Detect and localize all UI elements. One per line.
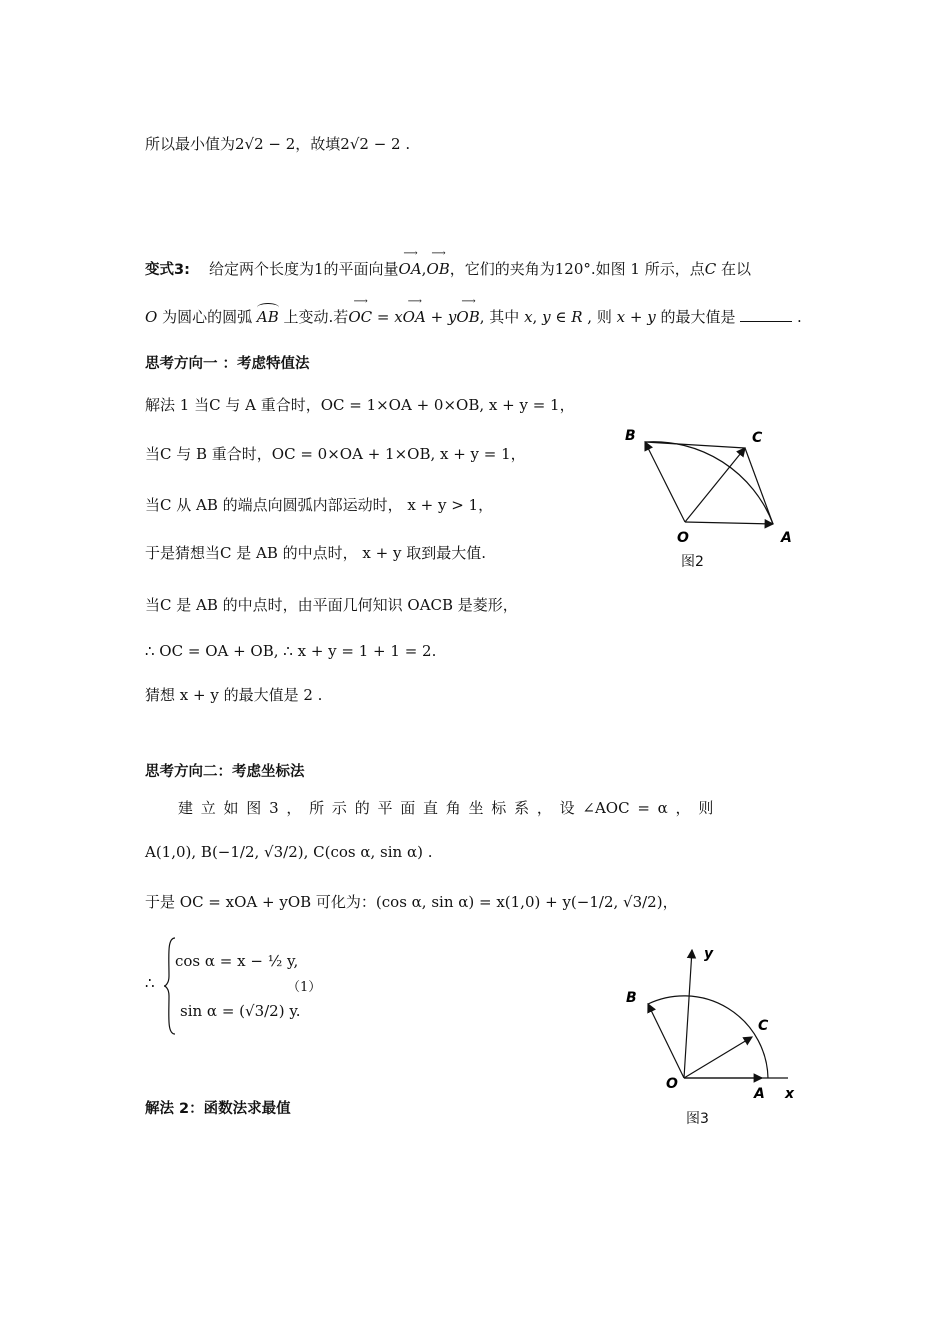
- variant-text-h: 的最大值是: [660, 308, 736, 326]
- variant-line-1: 变式3: 给定两个长度为1的平面向量⟶ OA,⟶ OB，它们的夹角为120°.如图 1 所示，点C 在以: [145, 258, 751, 279]
- fig3-label-y: y: [704, 946, 714, 962]
- variant-text-f: 其中: [489, 308, 520, 326]
- fig2-label-C: C: [752, 430, 763, 446]
- fig2-label-O: O: [677, 530, 689, 546]
- figure-2: [615, 420, 805, 550]
- d1-line-3: 当C 从 AB 的端点向圆弧内部运动时， x + y > 1，: [145, 496, 494, 514]
- fig2-vector-OC: [685, 448, 745, 522]
- fig3-caption: 图3: [686, 1111, 709, 1127]
- fig3-label-x: x: [785, 1086, 795, 1102]
- fig2-label-A: A: [781, 530, 792, 546]
- fig3-label-B: B: [626, 990, 637, 1006]
- variant-text-a: 给定两个长度为1的平面向量: [208, 260, 399, 278]
- answer-blank: [740, 308, 792, 322]
- fig2-segment-CA: [745, 448, 773, 524]
- d2-line-3: 于是 OC = xOA + yOB 可化为：(cos α, sin α) = x(1,0) + y(−1/2, √3/2)，: [145, 893, 678, 911]
- fig2-label-B: B: [625, 428, 636, 444]
- method2-heading: 解法 2：函数法求最值: [145, 1101, 291, 1117]
- fig2-vector-OA: [685, 522, 773, 524]
- fig2-vector-OB: [645, 442, 685, 522]
- fig2-segment-BC: [645, 442, 745, 448]
- therefore-sign: ∴: [145, 974, 155, 992]
- fig3-label-O: O: [666, 1076, 678, 1092]
- fig3-arc: [648, 996, 768, 1078]
- fig3-vector-OB: [648, 1004, 684, 1078]
- fig3-axis-y: [684, 950, 692, 1078]
- fig3-label-C: C: [758, 1018, 769, 1034]
- fig2-arc: [645, 442, 773, 524]
- d1-line-6: ∴ OC = OA + OB, ∴ x + y = 1 + 1 = 2.: [145, 642, 437, 660]
- direction2-heading: 思考方向二：考虑坐标法: [145, 764, 305, 780]
- variant-text-g: 则: [596, 308, 612, 326]
- figure-3: [620, 940, 810, 1105]
- variant-label: 变式3:: [145, 262, 190, 278]
- fig2-caption: 图2: [681, 554, 704, 570]
- variant-text-e: 上变动.若: [283, 308, 349, 326]
- d2-line-1: 建 立 如 图 3 ， 所 示 的 平 面 直 角 坐 标 系 ， 设 ∠AOC = α ， 则: [178, 799, 714, 817]
- equation-tag: （1）: [287, 980, 322, 995]
- d2-line-2: A(1,0), B(−1/2, √3/2), C(cos α, sin α) .: [145, 843, 433, 861]
- fig3-label-A: A: [754, 1086, 765, 1102]
- left-brace: [163, 936, 177, 1036]
- variant-line-2: O 为圆心的圆弧 AB 上变动.若⟶ OC = x⟶ OA + y⟶ OB, 其中 x, y ∈ R , 则 x + y 的最大值是 .: [145, 306, 802, 327]
- d1-line-7: 猜想 x + y 的最大值是 2 .: [145, 686, 323, 704]
- variant-text-b: ，它们的夹角为120°.如图 1 所示，点: [449, 260, 705, 278]
- equation-2: sin α = (√3/2) y.: [180, 1002, 301, 1020]
- d1-line-5: 当C 是 AB 的中点时，由平面几何知识 OACB 是菱形，: [145, 596, 518, 614]
- variant-text-d: 为圆心的圆弧: [162, 308, 253, 326]
- min-value-line: 所以最小值为2√2 − 2，故填2√2 − 2 .: [145, 135, 411, 153]
- d1-line-2: 当C 与 B 重合时，OC = 0×OA + 1×OB, x + y = 1，: [145, 445, 526, 463]
- equation-1: cos α = x − ½ y,: [175, 952, 299, 970]
- d1-line-1: 解法 1 当C 与 A 重合时，OC = 1×OA + 0×OB, x + y = 1，: [145, 396, 575, 414]
- d1-line-4: 于是猜想当C 是 AB 的中点时， x + y 取到最大值.: [145, 544, 486, 562]
- fig3-vector-OC: [684, 1037, 752, 1078]
- variant-text-c: 在以: [721, 260, 752, 278]
- direction1-heading: 思考方向一 ：考虑特值法: [145, 356, 310, 372]
